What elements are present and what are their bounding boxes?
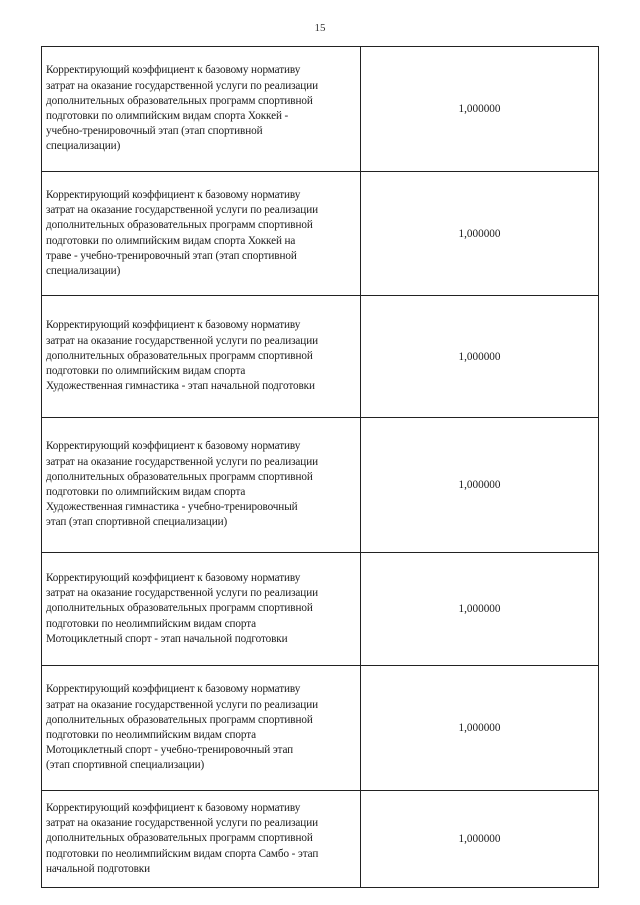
description-cell [42, 791, 361, 888]
coefficient-value: 1,000000 [361, 47, 599, 172]
description-line: подготовки по неолимпийским видам спорта [46, 617, 256, 630]
description-line: затрат на оказание государственной услуги по реализации [46, 455, 318, 468]
description-line: дополнительных образовательных программ спортивной [46, 713, 313, 726]
table-row [42, 418, 599, 553]
description-line: подготовки по олимпийским видам спорта Хоккей - [46, 110, 289, 122]
page-number: 15 [314, 22, 326, 34]
description-line: подготовки по олимпийским видам спорта [46, 365, 246, 378]
coefficient-value: 1,000000 [361, 418, 599, 553]
description-line: дополнительных образовательных программ спортивной [46, 470, 313, 483]
description-line: Корректирующий коэффициент к базовому нормативу [46, 683, 301, 696]
description-line: дополнительных образовательных программ спортивной [46, 602, 313, 615]
description-cell [42, 666, 361, 791]
description-line: подготовки по неолимпийским видам спорта Самбо - этап [46, 847, 319, 860]
description-line: дополнительных образовательных программ спортивной [46, 349, 313, 362]
description-line: Корректирующий коэффициент к базовому нормативу [46, 571, 301, 584]
description-line: дополнительных образовательных программ спортивной [46, 94, 313, 107]
description-line: этап (этап спортивной специализации) [46, 516, 228, 529]
description-line: Корректирующий коэффициент к базовому нормативу [46, 440, 301, 453]
description-cell [42, 172, 361, 296]
description-line: Корректирующий коэффициент к базовому нормативу [46, 319, 301, 332]
coefficient-value: 1,000000 [361, 296, 599, 418]
description-line: Корректирующий коэффициент к базовому нормативу [46, 188, 301, 201]
description-cell [42, 47, 361, 172]
description-line: Художественная гимнастика - этап начальной подготовки [46, 380, 315, 393]
description-cell [42, 296, 361, 418]
description-line: Мотоциклетный спорт - учебно-тренировочный этап [46, 744, 294, 757]
description-line: начальной подготовки [46, 862, 150, 875]
table-row [42, 791, 599, 888]
description-line: затрат на оказание государственной услуги по реализации [46, 817, 318, 830]
table-row [42, 553, 599, 666]
description-line: (этап спортивной специализации) [46, 759, 205, 772]
description-line: специализации) [46, 264, 121, 277]
description-line: дополнительных образовательных программ спортивной [46, 832, 313, 845]
coefficient-value: 1,000000 [361, 553, 599, 666]
table-row [42, 47, 599, 172]
description-line: Художественная гимнастика - учебно-тренировочный [46, 501, 298, 514]
description-line: подготовки по неолимпийским видам спорта [46, 729, 256, 741]
description-line: подготовки по олимпийским видам спорта [46, 486, 246, 498]
description-line: затрат на оказание государственной услуги по реализации [46, 334, 318, 347]
description-line: затрат на оказание государственной услуги по реализации [46, 587, 318, 600]
coefficient-value: 1,000000 [361, 666, 599, 791]
description-line: затрат на оказание государственной услуги по реализации [46, 79, 318, 92]
description-line: Корректирующий коэффициент к базовому нормативу [46, 64, 301, 77]
coefficient-table [41, 46, 599, 888]
description-cell [42, 418, 361, 553]
description-line: дополнительных образовательных программ спортивной [46, 219, 313, 232]
description-line: траве - учебно-тренировочный этап (этап спортивной [46, 249, 297, 262]
coefficient-value: 1,000000 [361, 172, 599, 296]
description-line: затрат на оказание государственной услуги по реализации [46, 698, 318, 711]
description-line: Мотоциклетный спорт - этап начальной подготовки [46, 632, 288, 645]
description-line: затрат на оказание государственной услуги по реализации [46, 204, 318, 217]
description-cell [42, 553, 361, 666]
coefficient-value: 1,000000 [361, 791, 599, 888]
table-row [42, 296, 599, 418]
description-line: подготовки по олимпийским видам спорта Хоккей на [46, 234, 296, 247]
description-line: специализации) [46, 140, 121, 153]
description-line: учебно-тренировочный этап (этап спортивной [46, 125, 263, 138]
table-row [42, 172, 599, 296]
description-line: Корректирующий коэффициент к базовому нормативу [46, 801, 301, 814]
table-row [42, 666, 599, 791]
